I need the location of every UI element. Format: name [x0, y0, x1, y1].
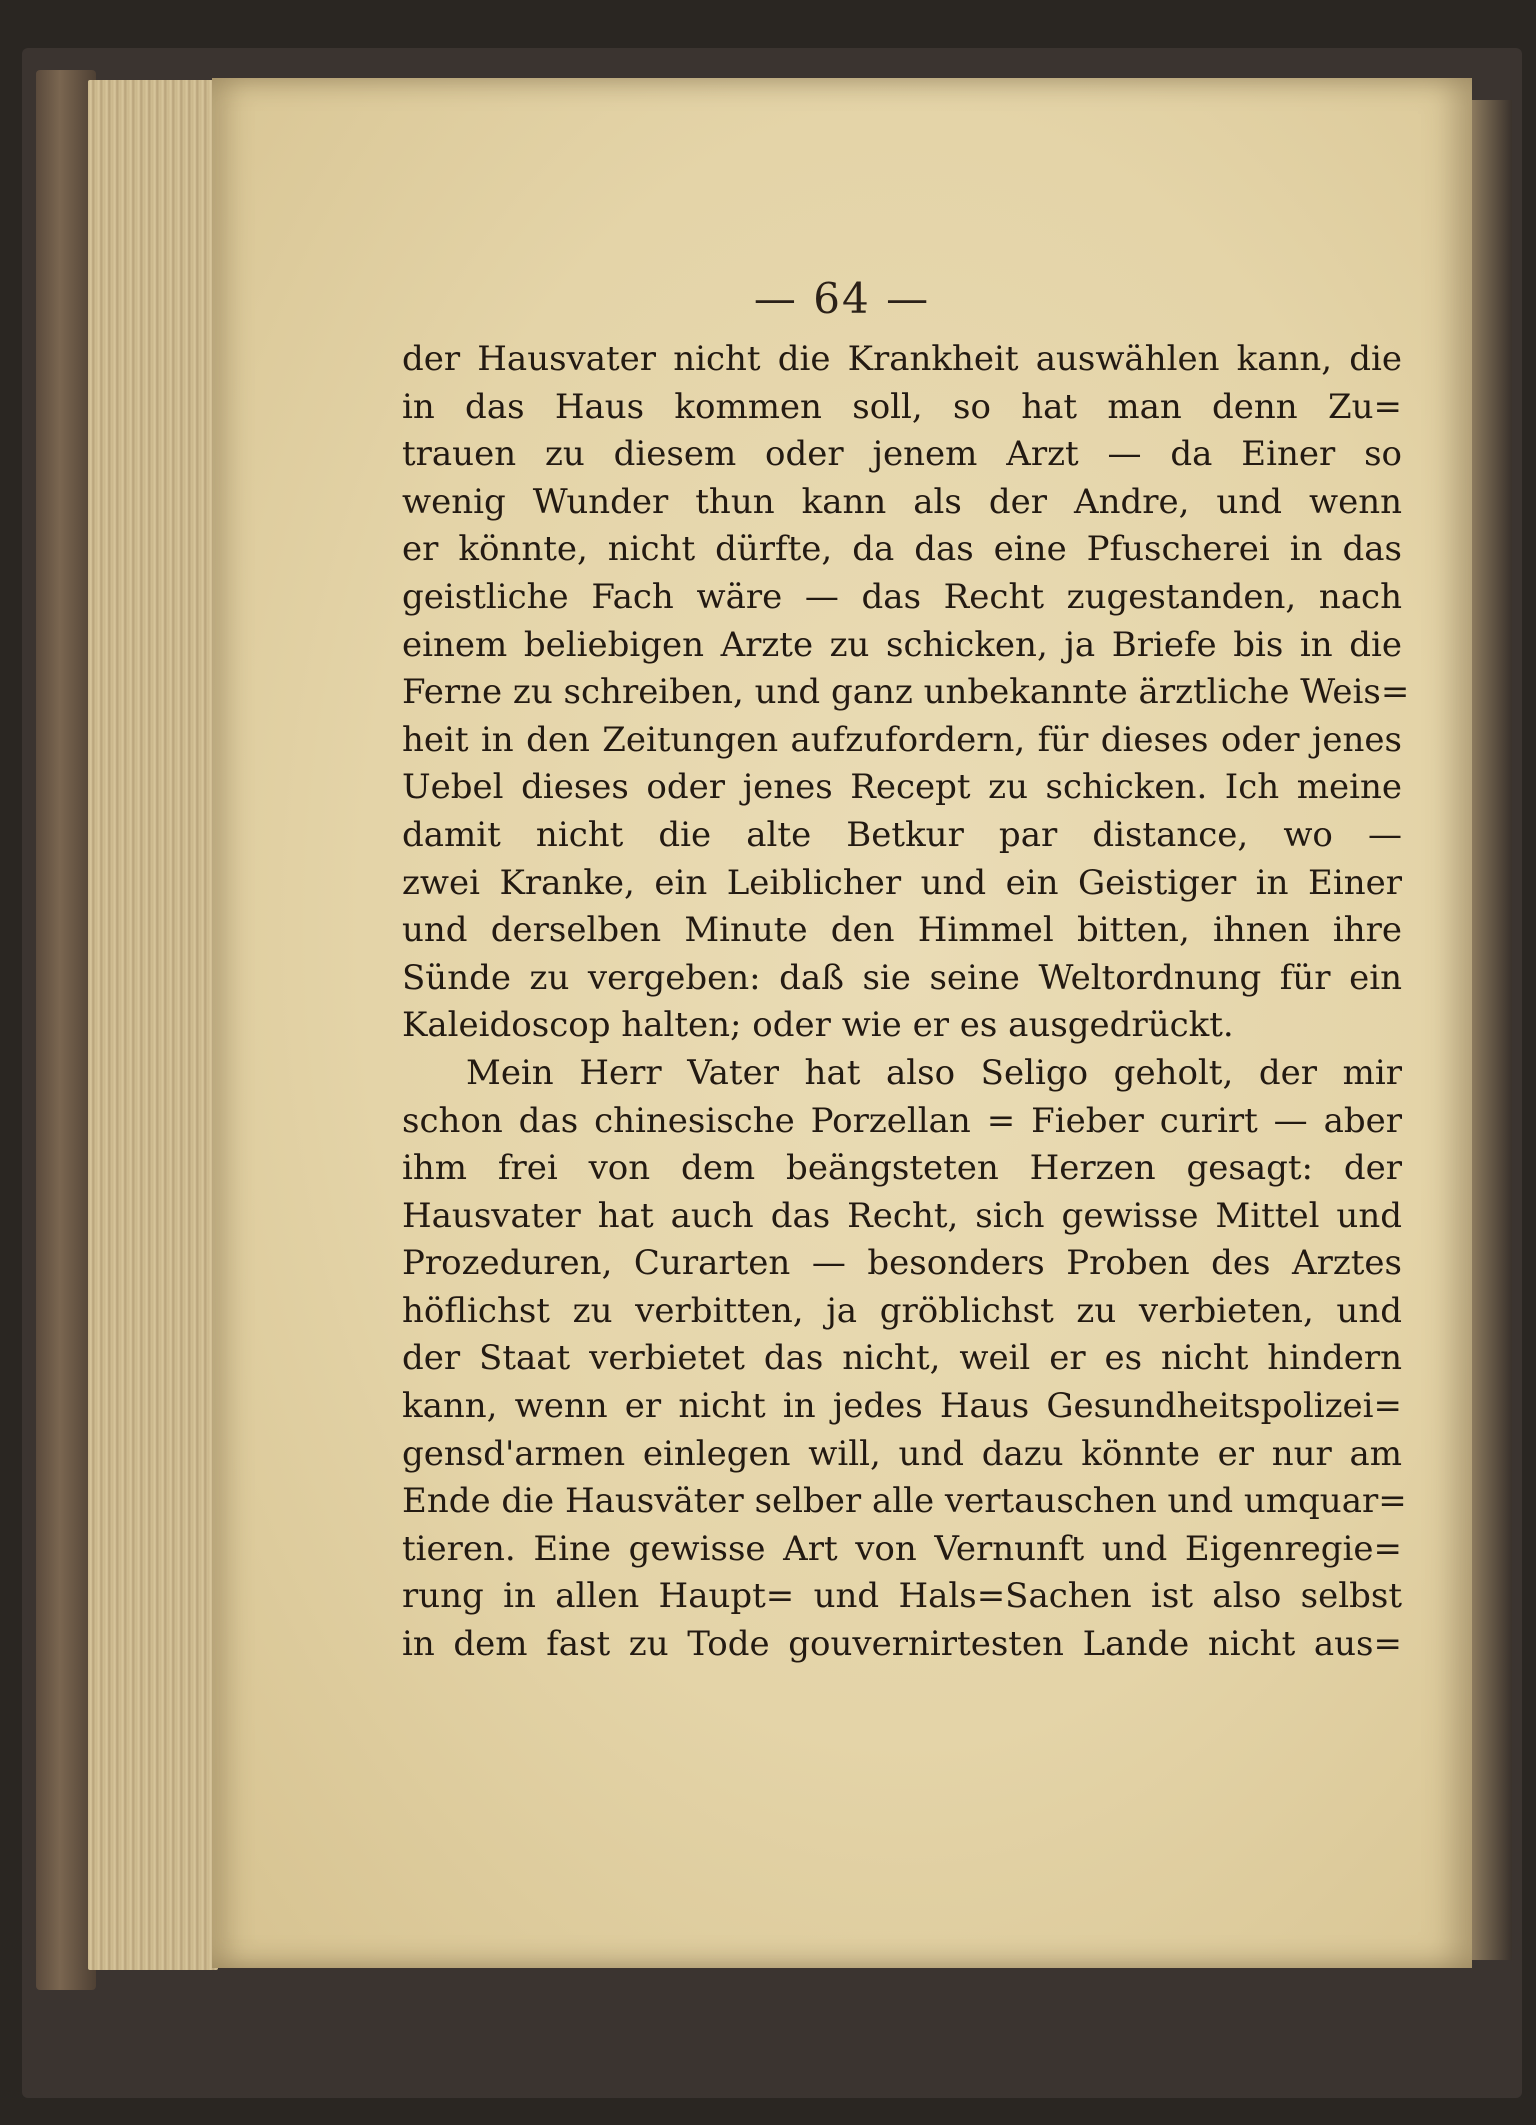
text-line: rung in allen Haupt= und Hals=Sachen ist also selbst	[402, 1576, 1402, 1617]
text-line: Ende die Hausväter selber alle vertauschen und umquar=	[402, 1481, 1407, 1522]
text-line: damit nicht die alte Betkur par distance, wo —	[402, 814, 1402, 855]
text-line: einem beliebigen Arzte zu schicken, ja Briefe bis in die	[402, 624, 1402, 665]
text-line: tieren. Eine gewisse Art von Vernunft und Eigenregie=	[402, 1528, 1402, 1569]
text-line: zwei Kranke, ein Leiblicher und ein Geistiger in Einer	[402, 862, 1402, 903]
text-line: höflichst zu verbitten, ja gröblichst zu verbieten, und	[402, 1290, 1402, 1331]
page-edges	[88, 80, 218, 1970]
text-line: trauen zu diesem oder jenem Arzt — da Einer so	[402, 434, 1402, 475]
text-line: und derselben Minute den Himmel bitten, ihnen ihre	[402, 910, 1402, 951]
text-line: Prozeduren, Curarten — besonders Proben des Arztes	[402, 1243, 1402, 1284]
page-number: — 64 —	[753, 274, 931, 323]
text-line: in dem fast zu Tode gouvernirtesten Lande nicht aus=	[402, 1624, 1402, 1665]
text-line: er könnte, nicht dürfte, da das eine Pfuscherei in das	[402, 529, 1402, 570]
text-line: Uebel dieses oder jenes Recept zu schicken. Ich meine	[402, 767, 1402, 808]
text-line: heit in den Zeitungen aufzufordern, für dieses oder jenes	[402, 719, 1402, 760]
facing-page-edge	[1472, 100, 1512, 1960]
text-line: Hausvater hat auch das Recht, sich gewisse Mittel und	[402, 1195, 1402, 1236]
body-text	[402, 336, 1410, 1669]
book-page	[212, 78, 1472, 1968]
text-line: Sünde zu vergeben: daß sie seine Weltordnung für ein	[402, 957, 1402, 998]
text-line: geistliche Fach wäre — das Recht zugestanden, nach	[402, 576, 1402, 617]
text-line: schon das chinesische Porzellan = Fieber curirt — aber	[402, 1100, 1402, 1141]
text-line-paragraph-end: Kaleidoscop halten; oder wie er es ausgedrückt.	[402, 1005, 1234, 1046]
text-line: Ferne zu schreiben, und ganz unbekannte ärztliche Weis=	[402, 672, 1410, 713]
text-line: kann, wenn er nicht in jedes Haus Gesundheitspolizei=	[402, 1386, 1402, 1427]
text-line: in das Haus kommen soll, so hat man denn Zu=	[402, 386, 1402, 427]
text-line: ihm frei von dem beängsteten Herzen gesagt: der	[402, 1148, 1402, 1189]
text-line: gensd'armen einlegen will, und dazu könnte er nur am	[402, 1433, 1402, 1474]
book-spine	[36, 70, 96, 1990]
text-line: der Staat verbietet das nicht, weil er es nicht hindern	[402, 1338, 1402, 1379]
text-line: der Hausvater nicht die Krankheit auswählen kann, die	[402, 339, 1402, 379]
text-line-paragraph-start: Mein Herr Vater hat also Seligo geholt, der mir	[466, 1052, 1402, 1093]
text-line: wenig Wunder thun kann als der Andre, und wenn	[402, 481, 1402, 522]
